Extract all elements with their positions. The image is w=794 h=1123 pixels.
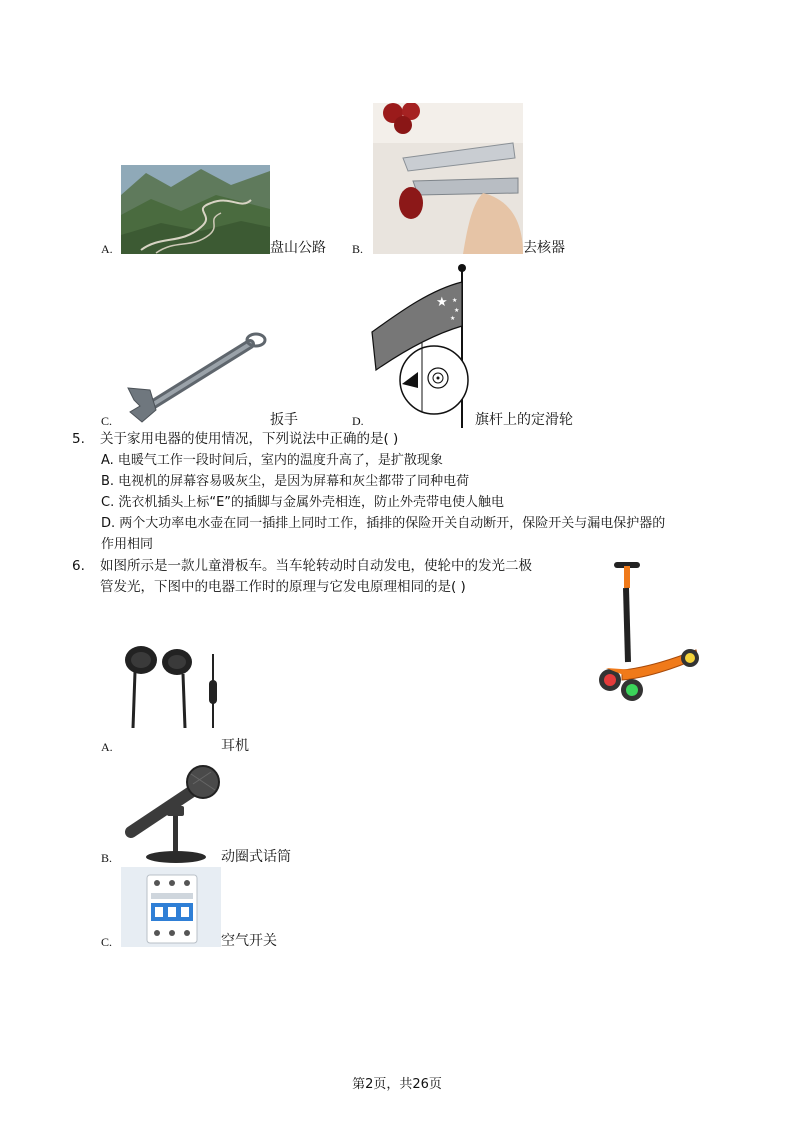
q6-option-b-letter: B.: [101, 851, 113, 865]
pitter-image: [373, 103, 523, 254]
q5-option-d-continued: 作用相同: [101, 537, 154, 552]
q5-option-d: D. 两个大功率电水壶在同一插排上同时工作，插排的保险开关自动断开，保险开关与漏电保护器的: [101, 516, 666, 531]
footer-post: 页: [428, 1077, 442, 1092]
q5-stem: 关于家用电器的使用情况，下列说法中正确的是( ): [100, 431, 399, 447]
microphone-image: [121, 764, 221, 864]
svg-text:★: ★: [450, 315, 456, 322]
footer-total-pages: 26: [412, 1077, 429, 1092]
q5-option-a: A. 电暖气工作一段时间后，室内的温度升高了，是扩散现象: [101, 453, 443, 468]
q5-option-b: B. 电视机的屏幕容易吸灰尘，是因为屏幕和灰尘都带了同种电荷: [101, 474, 470, 489]
scooter-image: [586, 558, 706, 704]
q4-option-b-letter: B.: [352, 242, 364, 256]
q4-option-c-caption: 扳手: [270, 412, 298, 428]
q5-number: 5.: [72, 431, 85, 447]
q4-option-c-letter: C.: [101, 414, 113, 428]
q4-option-a-caption: 盘山公路: [270, 240, 326, 256]
q6-option-c-letter: C.: [101, 935, 113, 949]
q4-option-b-caption: 去核器: [523, 240, 565, 256]
footer-pre: 第: [352, 1077, 366, 1092]
air-switch-image: [121, 867, 221, 947]
svg-text:★: ★: [454, 307, 460, 314]
footer-mid: 页，共: [373, 1077, 413, 1092]
q6-option-a-letter: A.: [101, 740, 113, 754]
q6-stem-line1: 如图所示是一款儿童滑板车。当车轮转动时自动发电，使轮中的发光二极: [100, 558, 532, 574]
q6-number: 6.: [72, 558, 85, 574]
q4-option-d-letter: D.: [352, 414, 364, 428]
svg-text:★: ★: [452, 297, 458, 304]
q6-option-a-caption: 耳机: [221, 738, 249, 754]
q6-option-b-caption: 动圈式话筒: [221, 849, 291, 865]
q6-option-c-caption: 空气开关: [221, 933, 277, 949]
wrench-image: [120, 330, 270, 426]
q4-option-a-letter: A.: [101, 242, 113, 256]
q6-stem-line2: 管发光，下图中的电器工作时的原理与它发电原理相同的是( ): [100, 579, 466, 595]
footer-page-number: 2: [365, 1077, 374, 1092]
q4-option-d-caption: 旗杆上的定滑轮: [475, 412, 573, 428]
flag-pulley-image: [370, 262, 475, 428]
earphones-image: [121, 642, 221, 728]
mountain-road-image: [121, 165, 270, 254]
svg-text:★: ★: [436, 295, 448, 310]
page-footer: [0, 1073, 794, 1092]
q5-option-c: C. 洗衣机插头上标“E”的插脚与金属外壳相连，防止外壳带电使人触电: [101, 495, 505, 510]
